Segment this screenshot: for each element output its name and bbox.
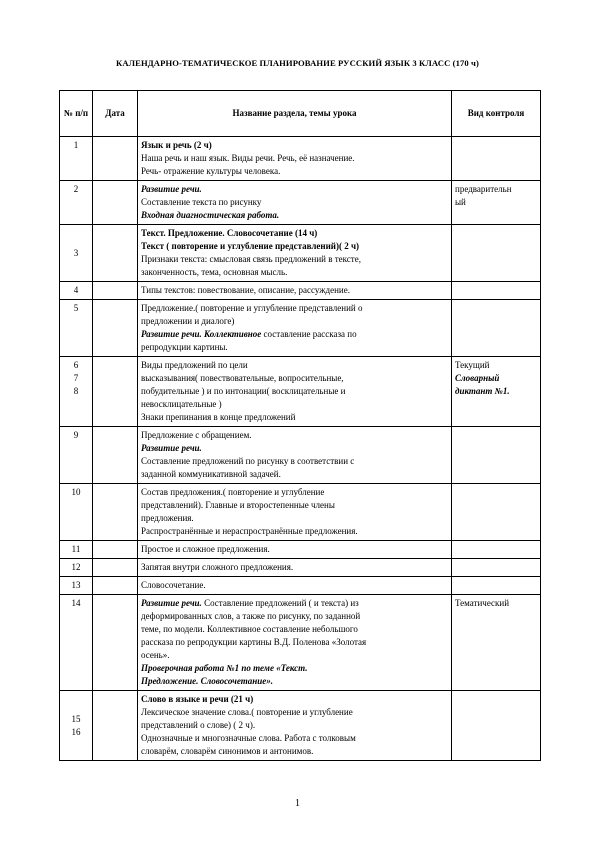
topic-line xyxy=(141,649,448,662)
topic-line xyxy=(141,328,448,341)
table-row xyxy=(60,181,541,225)
lesson-number-cell xyxy=(60,225,93,282)
control-line xyxy=(455,196,537,209)
lesson-number: 16 xyxy=(71,726,81,737)
table-row xyxy=(60,484,541,541)
topic-line xyxy=(141,302,448,315)
control-cell xyxy=(452,484,541,541)
topic-line xyxy=(141,745,448,758)
topic-text: невосклицательные ) xyxy=(141,399,222,409)
topic-line xyxy=(141,196,448,209)
topic-line xyxy=(141,227,448,240)
date-cell xyxy=(93,357,138,427)
lesson-number-cell xyxy=(60,691,93,761)
topic-line xyxy=(141,662,448,675)
table-row xyxy=(60,595,541,691)
table-row xyxy=(60,282,541,300)
topic-text: побудительные ) и по интонации( восклицательные и xyxy=(141,386,346,396)
lesson-number-cell xyxy=(60,300,93,357)
topic-line xyxy=(141,385,448,398)
control-line xyxy=(455,372,537,385)
table-row xyxy=(60,300,541,357)
control-cell xyxy=(452,595,541,691)
lesson-number-cell xyxy=(60,484,93,541)
topic-text: законченность, тема, основная мысль. xyxy=(141,267,288,277)
topic-line xyxy=(141,139,448,152)
lesson-number-cell xyxy=(60,541,93,559)
topic-line xyxy=(141,512,448,525)
topic-line xyxy=(141,610,448,623)
topic-line xyxy=(141,315,448,328)
topic-line xyxy=(141,706,448,719)
topic-text: Предложение.( повторение и углубление представлений о xyxy=(141,303,363,313)
topic-text: предложения. xyxy=(141,513,194,523)
topic-text: Предложение с обращением. xyxy=(141,430,252,440)
lesson-number-cell xyxy=(60,137,93,181)
topic-text: деформированных слов, а также по рисунку, по заданной xyxy=(141,611,361,621)
topic-text: словарём, словарём синонимов и антонимов. xyxy=(141,746,314,756)
topic-line xyxy=(141,341,448,354)
control-cell xyxy=(452,300,541,357)
lesson-number: 8 xyxy=(73,386,79,396)
topic-text: Распространённые и нераспространённые предложения. xyxy=(141,526,358,536)
control-cell xyxy=(452,559,541,577)
date-cell xyxy=(93,181,138,225)
control-text: Текущий xyxy=(455,360,490,370)
date-cell xyxy=(93,225,138,282)
topic-line xyxy=(141,165,448,178)
lesson-number: 9 xyxy=(73,430,79,440)
date-cell xyxy=(93,595,138,691)
control-cell xyxy=(452,577,541,595)
control-text: Словарный xyxy=(455,373,500,383)
topic-text: Составление текста по рисунку xyxy=(141,197,262,207)
table-row xyxy=(60,137,541,181)
header-date: Дата xyxy=(93,91,138,137)
topic-text: Состав предложения.( повторение и углубление xyxy=(141,487,325,497)
topic-line xyxy=(141,597,448,610)
topic-text: Наша речь и наш язык. Виды речи. Речь, её назначение. xyxy=(141,153,355,163)
topic-line xyxy=(141,411,448,424)
topic-text: составление рассказа по xyxy=(261,329,357,339)
topic-text: Составление предложений ( и текста) из xyxy=(201,598,359,608)
topic-cell xyxy=(138,595,452,691)
lesson-number-cell xyxy=(60,181,93,225)
topic-line xyxy=(141,623,448,636)
control-line xyxy=(455,359,537,372)
lesson-number: 1 xyxy=(73,140,79,150)
date-cell xyxy=(93,137,138,181)
lesson-number-cell xyxy=(60,282,93,300)
topic-line xyxy=(141,525,448,538)
topic-text: Виды предложений по цели xyxy=(141,360,248,370)
topic-text: Простое и сложное предложения. xyxy=(141,544,270,554)
topic-line xyxy=(141,266,448,279)
date-cell xyxy=(93,282,138,300)
topic-text: Развитие речи. xyxy=(141,598,202,608)
topic-cell xyxy=(138,559,452,577)
control-cell xyxy=(452,691,541,761)
lesson-number-cell xyxy=(60,577,93,595)
control-cell xyxy=(452,427,541,484)
topic-line xyxy=(141,543,448,556)
header-number: № п/п xyxy=(60,91,93,137)
lesson-number: 5 xyxy=(73,303,79,313)
topic-line xyxy=(141,486,448,499)
table-row xyxy=(60,559,541,577)
date-cell xyxy=(93,541,138,559)
topic-line xyxy=(141,398,448,411)
topic-text: Текст ( повторение и углубление представлений)( 2 ч) xyxy=(141,241,360,251)
topic-text: Предложение. Словосочетание». xyxy=(141,676,273,686)
topic-line xyxy=(141,240,448,253)
topic-text: Речь- отражение культуры человека. xyxy=(141,166,281,176)
lesson-number: 11 xyxy=(71,544,81,554)
topic-cell xyxy=(138,300,452,357)
control-cell xyxy=(452,225,541,282)
control-text: ый xyxy=(455,197,466,207)
topic-text: Словосочетание. xyxy=(141,580,206,590)
topic-cell xyxy=(138,484,452,541)
control-line xyxy=(455,183,537,196)
date-cell xyxy=(93,691,138,761)
control-cell xyxy=(452,357,541,427)
date-cell xyxy=(93,427,138,484)
topic-cell xyxy=(138,137,452,181)
topic-text: Развитие речи. Коллективное xyxy=(141,329,262,339)
control-line xyxy=(455,385,537,398)
topic-text: Текст. Предложение. Словосочетание (14 ч) xyxy=(141,228,318,238)
topic-cell xyxy=(138,541,452,559)
topic-cell xyxy=(138,357,452,427)
lesson-number: 6 xyxy=(73,360,79,370)
topic-text: Развитие речи. xyxy=(141,184,202,194)
topic-text: Слово в языке и речи (21 ч) xyxy=(141,694,254,704)
topic-line xyxy=(141,284,448,297)
control-text: диктант №1. xyxy=(455,386,510,396)
topic-line xyxy=(141,636,448,649)
topic-cell xyxy=(138,427,452,484)
lesson-number-cell xyxy=(60,595,93,691)
table-row xyxy=(60,225,541,282)
lesson-number-cell xyxy=(60,559,93,577)
table-row xyxy=(60,541,541,559)
topic-line xyxy=(141,359,448,372)
control-cell xyxy=(452,137,541,181)
table-row xyxy=(60,357,541,427)
topic-line xyxy=(141,253,448,266)
topic-cell xyxy=(138,577,452,595)
topic-line xyxy=(141,209,448,222)
topic-text: Признаки текста: смысловая связь предложений в тексте, xyxy=(141,254,361,264)
topic-text: Однозначные и многозначные слова. Работа с толковым xyxy=(141,733,356,743)
lesson-number: 15 xyxy=(71,713,81,724)
control-cell xyxy=(452,541,541,559)
lesson-number-cell xyxy=(60,427,93,484)
topic-line xyxy=(141,372,448,385)
lesson-number: 2 xyxy=(73,184,79,194)
topic-cell xyxy=(138,691,452,761)
topic-cell xyxy=(138,282,452,300)
topic-text: Запятая внутри сложного предложения. xyxy=(141,562,294,572)
topic-text: предложении и диалоге) xyxy=(141,316,235,326)
topic-text: Типы текстов: повествование, описание, рассуждение. xyxy=(141,285,350,295)
control-text: предварительн xyxy=(455,184,512,194)
topic-line xyxy=(141,579,448,592)
topic-line xyxy=(141,152,448,165)
topic-text: теме, по модели. Коллективное составление небольшого xyxy=(141,624,358,634)
date-cell xyxy=(93,577,138,595)
topic-cell xyxy=(138,181,452,225)
topic-text: заданной коммуникативной задачей. xyxy=(141,469,281,479)
topic-text: Знаки препинания в конце предложений xyxy=(141,412,296,422)
planning-table xyxy=(59,90,541,761)
topic-text: осень». xyxy=(141,650,170,660)
page-number: 1 xyxy=(295,798,300,809)
lesson-number: 7 xyxy=(73,373,79,383)
topic-line xyxy=(141,732,448,745)
topic-text: репродукции картины. xyxy=(141,342,228,352)
topic-line xyxy=(141,561,448,574)
table-row xyxy=(60,427,541,484)
topic-line xyxy=(141,455,448,468)
topic-line xyxy=(141,429,448,442)
topic-cell xyxy=(138,225,452,282)
topic-text: Развитие речи. xyxy=(141,443,202,453)
table-row xyxy=(60,577,541,595)
topic-text: Язык и речь (2 ч) xyxy=(141,140,212,150)
topic-line xyxy=(141,693,448,706)
document-title: КАЛЕНДАРНО-ТЕМАТИЧЕСКОЕ ПЛАНИРОВАНИЕ РУССКИЙ ЯЗЫК 3 КЛАСС (170 ч) xyxy=(116,58,479,68)
lesson-number: 10 xyxy=(71,487,81,497)
header-control: Вид контроля xyxy=(452,91,541,137)
topic-text: Входная диагностическая работа. xyxy=(141,210,280,220)
topic-text: представлений). Главные и второстепенные члены xyxy=(141,500,335,510)
topic-text: рассказа по репродукции картины В.Д. Поленова «Золотая xyxy=(141,637,367,647)
topic-text: Составление предложений по рисунку в соответствии с xyxy=(141,456,355,466)
lesson-number: 13 xyxy=(71,580,81,590)
topic-line xyxy=(141,719,448,732)
topic-text: высказывания( повествовательные, вопросительные, xyxy=(141,373,344,383)
control-cell xyxy=(452,181,541,225)
lesson-number: 3 xyxy=(73,247,79,258)
lesson-number: 12 xyxy=(71,562,81,572)
lesson-number: 14 xyxy=(71,598,81,608)
date-cell xyxy=(93,300,138,357)
topic-text: Проверочная работа №1 по теме «Текст. xyxy=(141,663,308,673)
date-cell xyxy=(93,559,138,577)
table-header-row xyxy=(60,91,541,137)
lesson-number: 4 xyxy=(73,285,79,295)
topic-line xyxy=(141,183,448,196)
topic-line xyxy=(141,675,448,688)
control-line xyxy=(455,597,537,610)
control-text: Тематический xyxy=(455,598,510,608)
header-topic: Название раздела, темы урока xyxy=(138,91,452,137)
topic-text: представлений о слове) ( 2 ч). xyxy=(141,720,256,730)
table-row xyxy=(60,691,541,761)
lesson-number-cell xyxy=(60,357,93,427)
topic-line xyxy=(141,442,448,455)
topic-line xyxy=(141,468,448,481)
topic-line xyxy=(141,499,448,512)
control-cell xyxy=(452,282,541,300)
date-cell xyxy=(93,484,138,541)
topic-text: Лексическое значение слова.( повторение и углубление xyxy=(141,707,353,717)
